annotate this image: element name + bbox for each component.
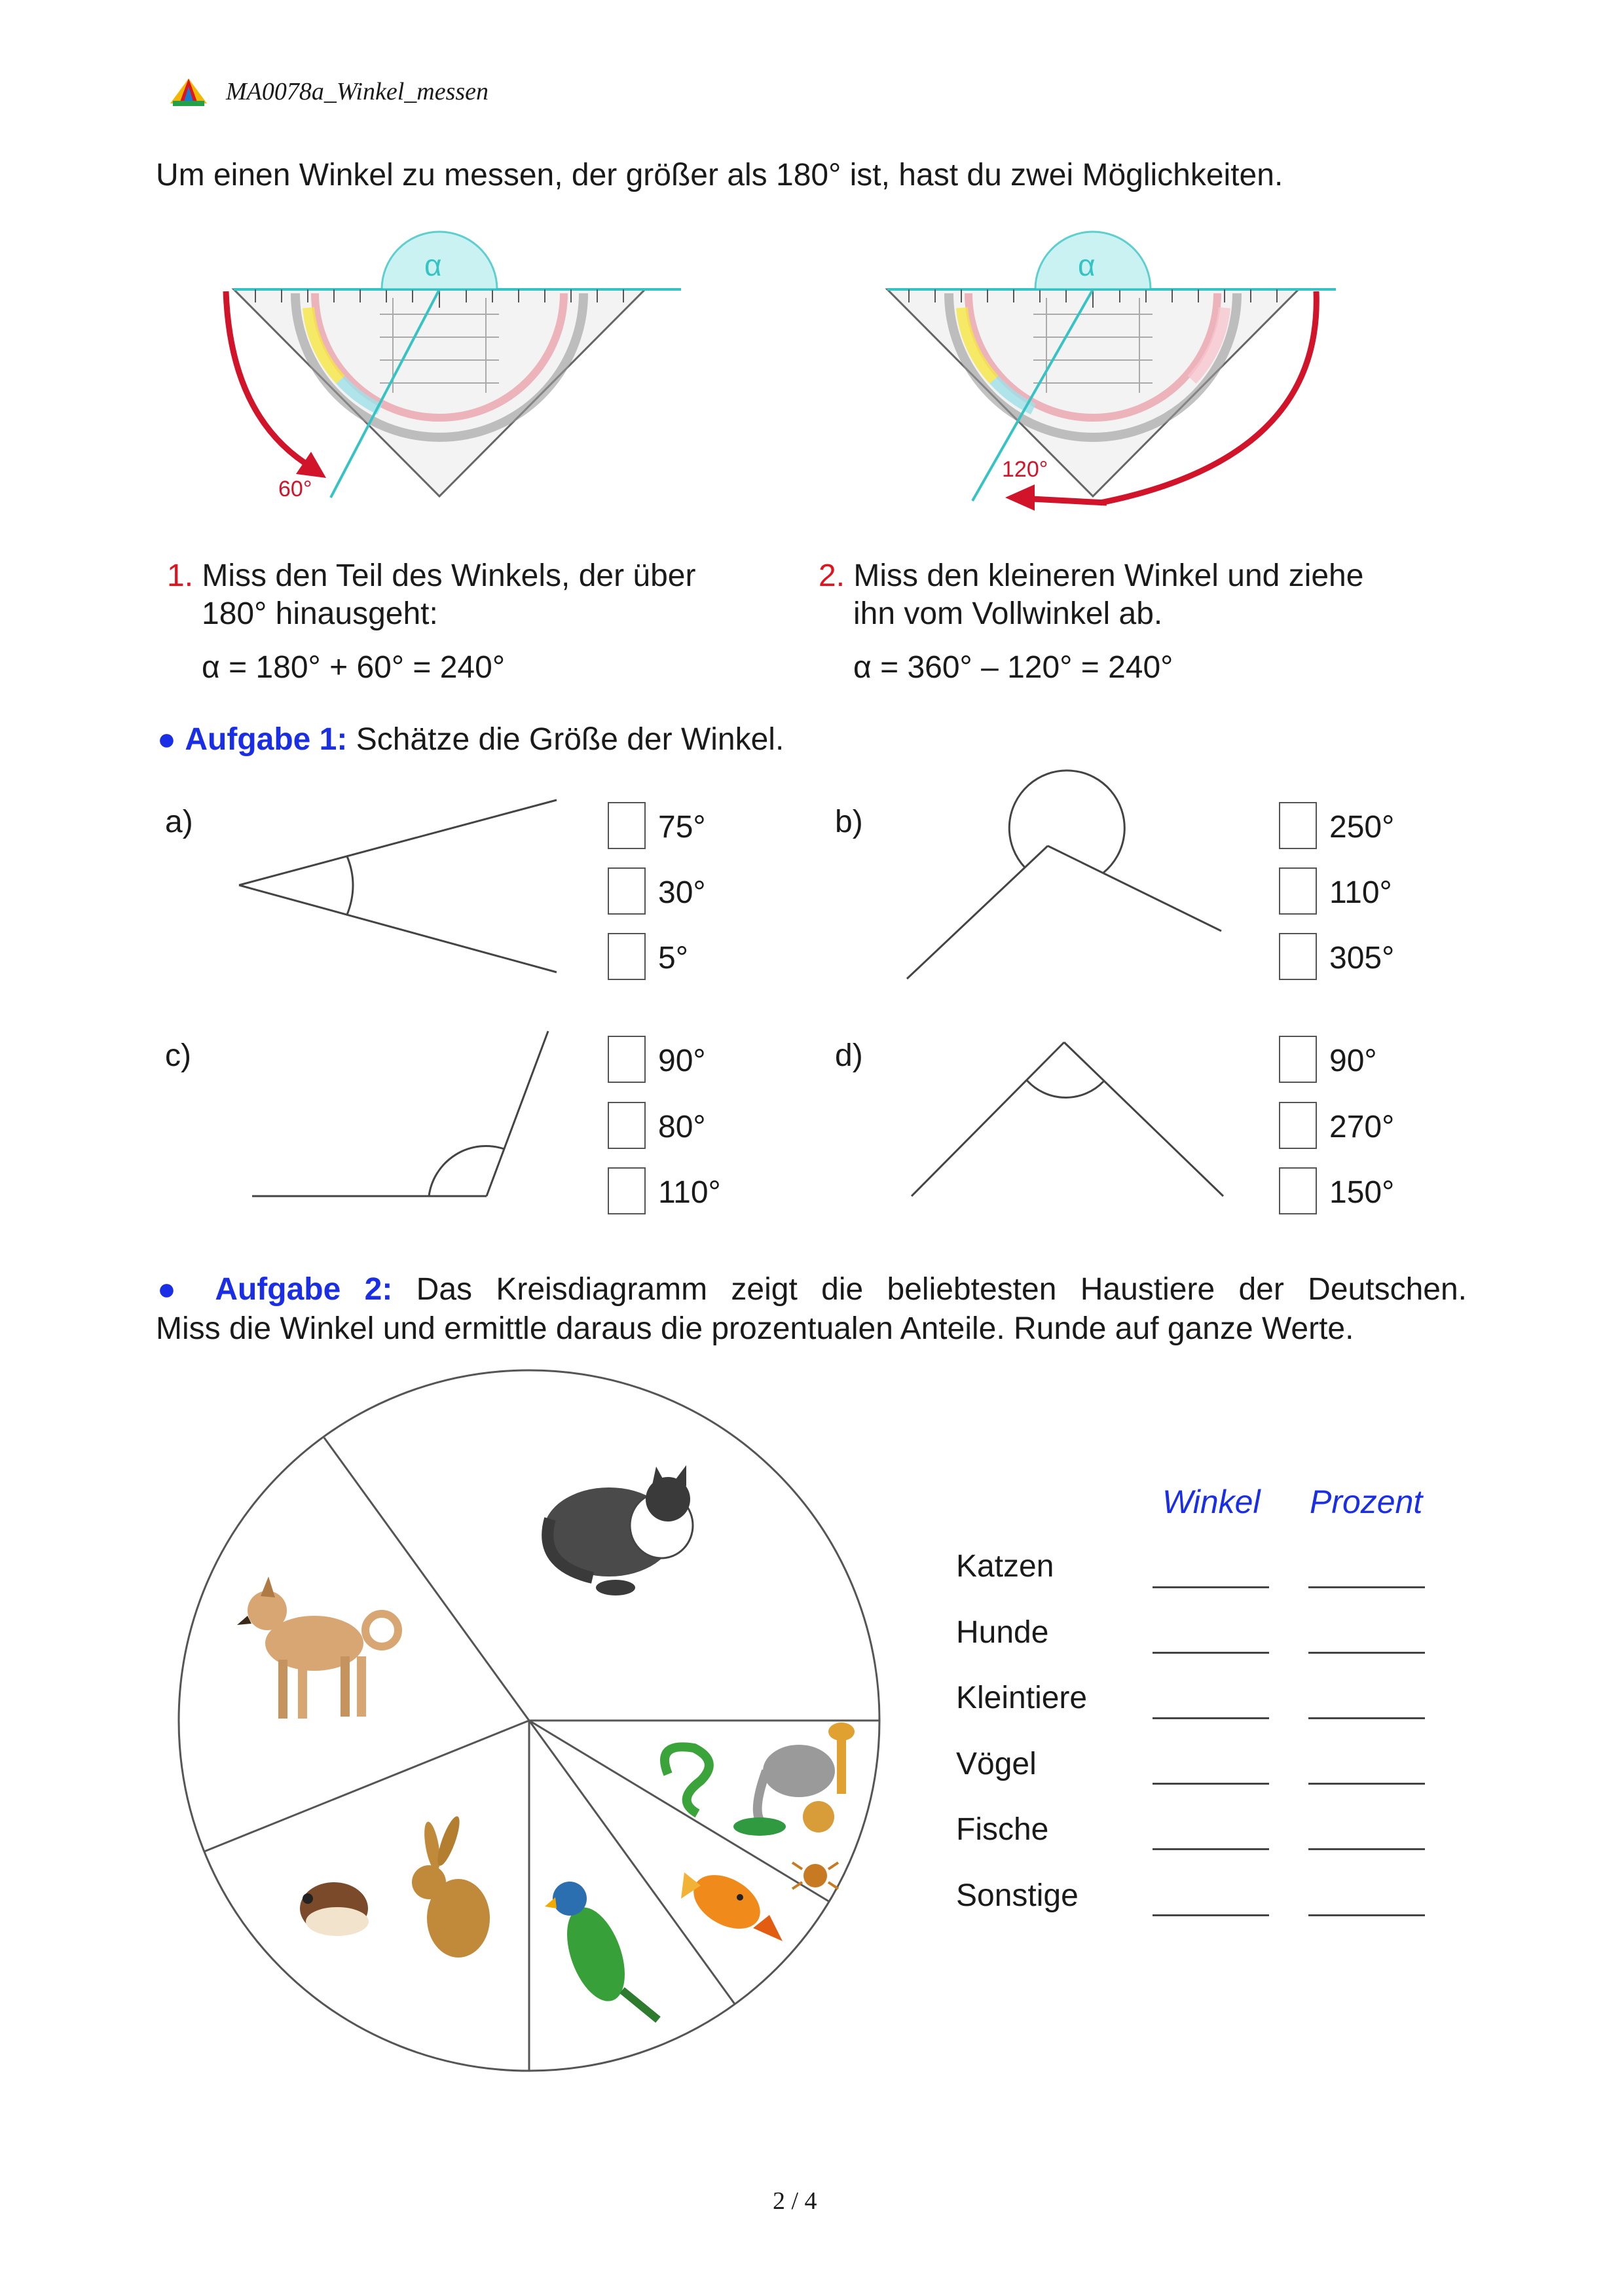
method-1-line1: Miss den Teil des Winkels, der über bbox=[202, 558, 696, 593]
blank-prozent-sonstige[interactable] bbox=[1308, 1914, 1425, 1916]
option-b-3: 305° bbox=[1329, 941, 1395, 975]
column-header-winkel: Winkel bbox=[1162, 1484, 1261, 1520]
method-1-number: 1. bbox=[167, 558, 194, 593]
method-2-line1: Miss den kleineren Winkel und ziehe bbox=[853, 558, 1364, 593]
blank-prozent-kleintiere[interactable] bbox=[1308, 1717, 1425, 1719]
task2-line2: Miss die Winkel und ermittle daraus die prozentualen Anteile. Runde auf ganze Werte. bbox=[156, 1311, 1354, 1346]
task1-bullet: ● bbox=[157, 722, 176, 757]
column-header-prozent: Prozent bbox=[1310, 1484, 1423, 1520]
item-a-label: a) bbox=[165, 805, 193, 839]
row-label-voegel: Vögel bbox=[956, 1747, 1037, 1781]
angle-label-120: 120° bbox=[1002, 457, 1048, 482]
intro-text: Um einen Winkel zu messen, der größer als 180° ist, hast du zwei Möglichkeiten. bbox=[156, 158, 1283, 192]
blank-winkel-fische[interactable] bbox=[1153, 1848, 1269, 1850]
option-d-3: 150° bbox=[1329, 1175, 1395, 1210]
row-label-fische: Fische bbox=[956, 1812, 1049, 1847]
option-d-1: 90° bbox=[1329, 1044, 1377, 1078]
option-c-3: 110° bbox=[658, 1175, 721, 1210]
option-c-1: 90° bbox=[658, 1044, 706, 1078]
task1-text: Schätze die Größe der Winkel. bbox=[356, 722, 784, 757]
task2-title: Aufgabe 2: bbox=[215, 1272, 393, 1307]
method-1-line2: 180° hinausgeht: bbox=[202, 596, 438, 631]
option-a-3: 5° bbox=[658, 941, 688, 975]
alpha-symbol-right: α bbox=[1078, 248, 1096, 282]
blank-winkel-katzen[interactable] bbox=[1153, 1586, 1269, 1588]
method-2-line2: ihn vom Vollwinkel ab. bbox=[853, 596, 1163, 631]
angle-label-60: 60° bbox=[278, 477, 312, 501]
method-2-number: 2. bbox=[819, 558, 845, 593]
page-number: 2 / 4 bbox=[773, 2187, 817, 2215]
row-label-hunde: Hunde bbox=[956, 1615, 1049, 1650]
blank-prozent-fische[interactable] bbox=[1308, 1848, 1425, 1850]
item-d-label: d) bbox=[835, 1038, 863, 1073]
blank-prozent-hunde[interactable] bbox=[1308, 1652, 1425, 1654]
option-b-1: 250° bbox=[1329, 810, 1395, 845]
task2-bullet: ● bbox=[157, 1272, 191, 1307]
option-d-2: 270° bbox=[1329, 1110, 1395, 1144]
option-b-2: 110° bbox=[1329, 875, 1392, 910]
option-c-2: 80° bbox=[658, 1110, 706, 1144]
row-label-katzen: Katzen bbox=[956, 1549, 1054, 1584]
task2-line1: Das Kreisdiagramm zeigt die beliebtesten Haustiere der Deutschen. bbox=[416, 1272, 1467, 1307]
blank-prozent-katzen[interactable] bbox=[1308, 1586, 1425, 1588]
blank-prozent-voegel[interactable] bbox=[1308, 1783, 1425, 1785]
method-1-formula: α = 180° + 60° = 240° bbox=[202, 650, 506, 685]
row-label-sonstige: Sonstige bbox=[956, 1878, 1079, 1913]
blank-winkel-hunde[interactable] bbox=[1153, 1652, 1269, 1654]
option-a-2: 30° bbox=[658, 875, 706, 910]
item-b-label: b) bbox=[835, 805, 863, 839]
task1-title: Aufgabe 1: bbox=[185, 722, 348, 757]
blank-winkel-voegel[interactable] bbox=[1153, 1783, 1269, 1785]
blank-winkel-kleintiere[interactable] bbox=[1153, 1717, 1269, 1719]
item-c-label: c) bbox=[165, 1038, 191, 1073]
option-a-1: 75° bbox=[658, 810, 706, 845]
document-id: MA0078a_Winkel_messen bbox=[226, 78, 489, 105]
method-2-formula: α = 360° – 120° = 240° bbox=[853, 650, 1173, 685]
alpha-symbol-left: α bbox=[424, 248, 442, 282]
blank-winkel-sonstige[interactable] bbox=[1153, 1914, 1269, 1916]
row-label-kleintiere: Kleintiere bbox=[956, 1681, 1088, 1715]
